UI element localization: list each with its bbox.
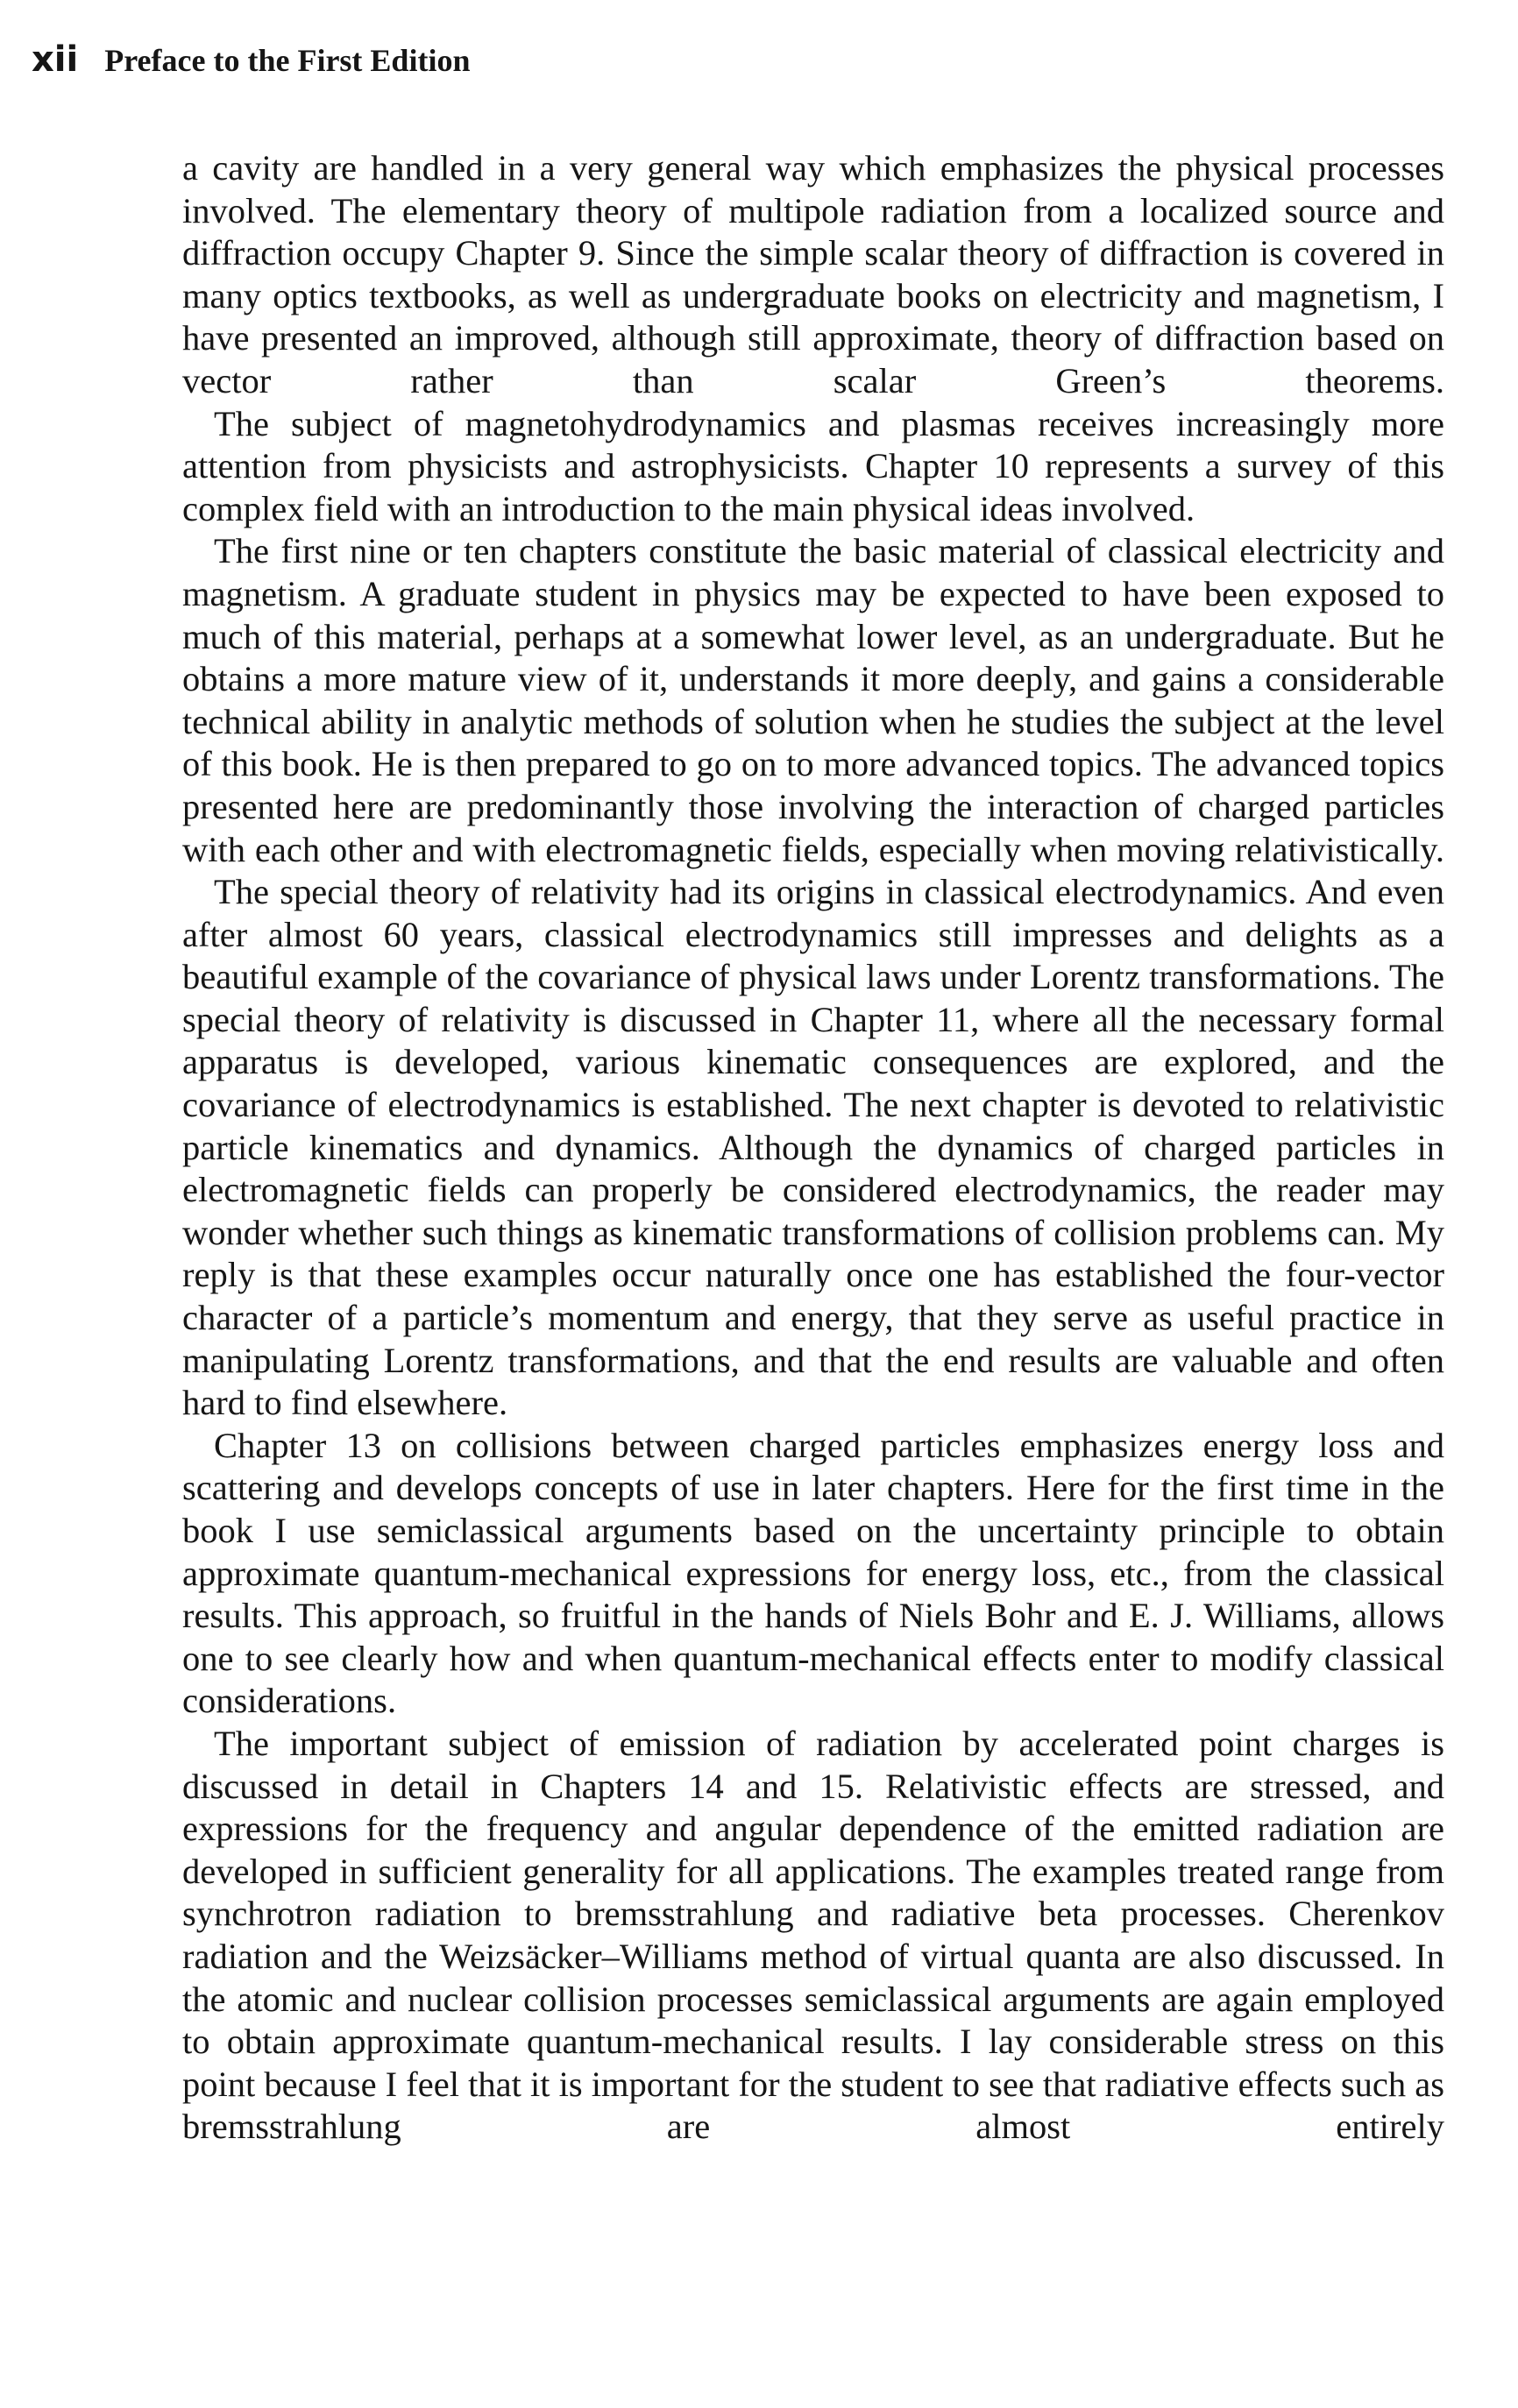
paragraph: The special theory of relativity had its origins in classical electrodynamics. And even after almost 60 years, classical electrodynamics still impresses and delights as a beautiful example of the covariance of physical laws under Lorentz transformations. The special theory of relativity is discussed in Chapter 11, where all the necessary formal apparatus is developed, various kinematic consequences are explored, and the covariance of electrodynamics is established. The next chapter is devoted to relativistic particle kinematics and dynamics. Although the dynamics of charged particles in electromagnetic fields can properly be considered electrodynamics, the reader may wonder whether such things as kinematic transformations of collision problems can. My reply is that these examples occur naturally once one has established the four-vector character of a particle’s momentum and energy, that they serve as useful practice in manipulating Lorentz transformations, and that the end results are valuable and often hard to find elsewhere. — [182, 872, 1444, 1423]
paragraph: Chapter 13 on collisions between charged particles emphasizes energy loss and scattering and develops concepts of use in later chapters. Here for the first time in the book I use semiclassical arguments based on the uncertainty principle to obtain approximate quantum-mechanical expressions for energy loss, etc., from the classical results. This approach, so fruitful in the hands of Niels Bohr and E. J. Williams, allows one to see clearly how and when quantum-mechanical effects enter to modify classical considerations. — [182, 1425, 1444, 1721]
paragraph: The subject of magnetohydrodynamics and plasmas receives increasingly more attention from physicists and astrophysicists. Chapter 10 represents a survey of this complex field with an introduction to the main physical ideas involved. — [182, 403, 1444, 528]
paragraph: a cavity are handled in a very general way which emphasizes the physical processes involved. The elementary theory of multipole radiation from a localized source and diffraction occupy Chapter 9. Since the simple scalar theory of diffraction is covered in many optics textbooks, as well as undergraduate books on electricity and magnetism, I have presented an improved, although still approximate, theory of diffraction based on vector rather than scalar Green’s theorems. — [182, 148, 1444, 400]
paragraph: The important subject of emission of radiation by accelerated point charges is discussed in detail in Chapters 14 and 15. Relativistic effects are stressed, and expressions for the frequency and angular dependence of the emitted radiation are developed in sufficient generality for all applications. The examples treated range from synchrotron radiation to bremsstrahlung and radiative beta processes. Cherenkov radiation and the Weizsäcker–Williams method of virtual quanta are also discussed. In the atomic and nuclear collision processes semiclassical arguments are again employed to obtain approximate quantum-mechanical results. I lay considerable stress on this point because I feel that it is important for the student to see that radiative effects such as bremsstrahlung are almost entirely — [182, 1723, 1444, 2147]
running-head-title: Preface to the First Edition — [104, 43, 471, 78]
body-text — [182, 147, 1444, 2149]
page-number: xii — [32, 39, 79, 80]
running-head — [32, 39, 471, 80]
paragraph: The first nine or ten chapters constitute the basic material of classical electricity and magnetism. A graduate student in physics may be expected to have been exposed to much of this material, perhaps at a somewhat lower level, as an undergraduate. But he obtains a more mature view of it, understands it more deeply, and gains a considerable technical ability in analytic methods of solution when he studies the subject at the level of this book. He is then prepared to go on to more advanced topics. The advanced topics presented here are predominantly those involving the interaction of charged particles with each other and with electromagnetic fields, especially when moving relativistically. — [182, 531, 1444, 869]
